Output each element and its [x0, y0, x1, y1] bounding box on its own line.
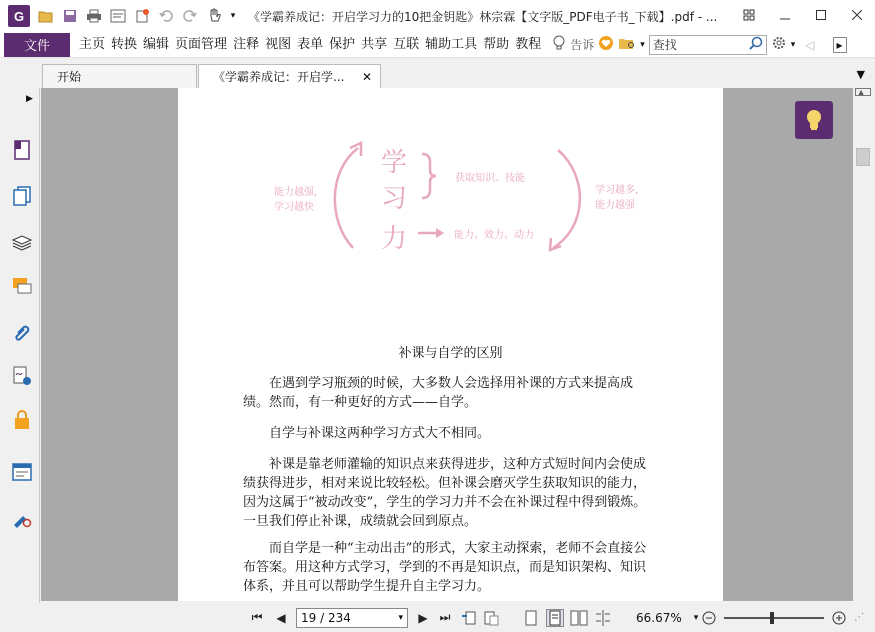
menu-tabs	[76, 33, 544, 57]
navigation-sidebar	[0, 88, 40, 604]
document-title: 《学霸养成记：开启学习力的10把金钥匙》林宗霖【文字版_PDF电子书_下载】.pdf - ...	[248, 9, 718, 24]
scroll-up-arrow-icon[interactable]: ▲	[858, 88, 865, 97]
signature-icon[interactable]	[10, 364, 34, 388]
ribbon-next-icon[interactable]: ▸	[833, 37, 847, 53]
quick-access-toolbar	[36, 6, 238, 26]
hand-tool-icon[interactable]	[204, 6, 224, 26]
document-viewport[interactable]	[41, 88, 853, 601]
tab-close-icon[interactable]: ✕	[361, 69, 372, 84]
search-input[interactable]	[649, 35, 767, 55]
paragraph-4: 而自学是一种“主动出击”的形式，大家主动探索，老师不会直接公布答案。用这种方式学习，学到的不再是知识点，而是知识架构、知识体系，并且可以帮助学生提升自主学习力。	[243, 541, 647, 594]
lightbulb-icon[interactable]	[552, 35, 566, 54]
previous-page-icon[interactable]: ◀	[276, 610, 286, 625]
zoom-in-icon[interactable]	[830, 609, 848, 627]
comments-icon[interactable]	[10, 274, 34, 298]
diagram-right-label-1: 学习越多，	[595, 185, 645, 196]
sidebar-expand-icon[interactable]: ▶	[26, 94, 33, 104]
paragraph-1: 在遇到学习瓶颈的时候，大多数人会选择用补课的方式来提高成绩。然而，有一种更好的方式——自学。	[243, 376, 634, 410]
redo-icon[interactable]	[180, 6, 200, 26]
tab-document[interactable]	[198, 64, 381, 88]
diagram-arrow-label: 能力、效力、动力	[454, 230, 534, 241]
file-menu-button[interactable]: 文件	[4, 33, 70, 57]
customize-dropdown-icon[interactable]: ▾	[230, 11, 236, 21]
app-logo: G	[8, 5, 30, 27]
zoom-dropdown-icon[interactable]: ▾	[693, 612, 699, 623]
pages-panel-icon[interactable]	[10, 184, 34, 208]
diagram-left-label-2: 学习越快	[274, 202, 314, 213]
page-thumbnail-icon[interactable]	[10, 138, 34, 162]
page-number-dropdown-icon[interactable]: ▾	[398, 612, 403, 623]
properties-icon[interactable]	[108, 6, 128, 26]
undo-icon[interactable]	[156, 6, 176, 26]
zoom-slider-track	[724, 617, 824, 619]
settings-dropdown-icon[interactable]: ▾	[790, 39, 796, 50]
menu-connect[interactable]: 互联	[393, 36, 420, 52]
feedback-heart-icon[interactable]	[598, 35, 614, 54]
tab-document-label: 《学霸养成记：开启学...	[213, 70, 345, 84]
security-lock-icon[interactable]	[10, 408, 34, 432]
menu-right-tools	[552, 35, 846, 55]
resize-grip-icon[interactable]: ⋰	[854, 612, 865, 623]
learning-power-diagram	[178, 126, 723, 266]
menu-bar	[0, 32, 875, 58]
menu-protect[interactable]: 保护	[329, 36, 356, 52]
paragraph-2: 自学与补课这两种学习方式大不相同。	[269, 426, 491, 441]
search-placeholder: 查找	[652, 38, 677, 52]
menu-share[interactable]: 共享	[361, 36, 388, 52]
continuous-facing-view-icon[interactable]	[594, 609, 612, 627]
pdf-page	[178, 88, 723, 601]
zoom-slider-knob[interactable]	[770, 612, 774, 624]
tab-start-label: 开始	[57, 70, 82, 84]
search-icon[interactable]	[749, 36, 763, 53]
menu-comment[interactable]: 注释	[233, 36, 260, 52]
certificate-icon[interactable]	[10, 506, 34, 530]
tab-bar	[0, 62, 875, 88]
diagram-char-3: 力	[381, 224, 408, 254]
previous-view-icon[interactable]	[460, 609, 478, 627]
first-page-icon[interactable]: ⏮	[251, 610, 263, 624]
form-fields-icon[interactable]	[10, 460, 34, 484]
menu-tutorial[interactable]: 教程	[515, 36, 542, 52]
close-button[interactable]	[839, 0, 875, 30]
menu-page-management[interactable]: 页面管理	[175, 36, 228, 52]
next-page-icon[interactable]: ▶	[418, 610, 428, 625]
ribbon-options-icon[interactable]	[731, 0, 767, 30]
vertical-scrollbar[interactable]	[853, 88, 873, 601]
maximize-button[interactable]	[803, 0, 839, 30]
scroll-thumb[interactable]	[856, 148, 870, 166]
menu-edit[interactable]: 编辑	[143, 36, 170, 52]
find-dropdown-icon[interactable]: ▾	[640, 39, 645, 50]
single-page-view-icon[interactable]	[522, 609, 540, 627]
attachment-icon[interactable]	[10, 320, 34, 344]
tips-lightbulb-button[interactable]	[795, 101, 833, 139]
diagram-char-2: 习	[381, 184, 408, 214]
tell-me-label[interactable]: 告诉	[570, 38, 595, 52]
zoom-slider[interactable]	[724, 611, 824, 625]
title-bar	[0, 0, 875, 32]
scroll-top-marker-icon[interactable]	[855, 88, 871, 96]
diagram-left-label-1: 能力越强，	[274, 187, 324, 198]
menu-accessibility[interactable]: 辅助工具	[425, 36, 478, 52]
zoom-out-icon[interactable]	[700, 609, 718, 627]
page-number-value: 19 / 234	[301, 610, 351, 625]
new-document-icon[interactable]	[132, 6, 152, 26]
minimize-button[interactable]	[767, 0, 803, 30]
tab-list-dropdown-icon[interactable]: ▼	[856, 68, 865, 81]
continuous-view-icon[interactable]	[546, 609, 564, 627]
section-heading: 补课与自学的区别	[398, 346, 503, 361]
next-view-icon[interactable]	[482, 609, 500, 627]
window-controls	[731, 0, 875, 30]
menu-view[interactable]: 视图	[265, 36, 292, 52]
diagram-right-label-2: 能力越强	[595, 200, 635, 211]
ribbon-prev-icon[interactable]: ◁	[805, 37, 815, 52]
last-page-icon[interactable]: ⏭	[439, 610, 451, 624]
open-folder-icon[interactable]	[36, 6, 56, 26]
tab-start[interactable]	[42, 64, 197, 88]
layers-icon[interactable]	[10, 230, 34, 254]
menu-home[interactable]: 主页	[79, 36, 106, 52]
menu-help[interactable]: 帮助	[483, 36, 510, 52]
paragraph-3: 补课是靠老师灌输的知识点来获得进步，这种方式短时间内会使成绩获得进步，相对来说比较轻松。但补课会磨灭学生获取知识的能力，因为这属于“被动改变”，学生的学习力并不会在补课过程中得到锻炼。一旦我们停止补课，成绩就会回到原点。	[243, 457, 647, 529]
find-folder-icon[interactable]	[618, 36, 636, 53]
zoom-level[interactable]: 66.67%	[636, 610, 682, 625]
menu-form[interactable]: 表单	[297, 36, 324, 52]
menu-convert[interactable]: 转换	[111, 36, 138, 52]
save-icon[interactable]	[60, 6, 80, 26]
settings-gear-icon[interactable]	[771, 35, 787, 54]
diagram-brace-label: 获取知识、技能	[455, 173, 525, 184]
diagram-char-1: 学	[381, 148, 408, 178]
status-bar	[0, 603, 875, 632]
print-icon[interactable]	[84, 6, 104, 26]
facing-view-icon[interactable]	[570, 609, 588, 627]
page-number-input[interactable]	[296, 608, 408, 628]
